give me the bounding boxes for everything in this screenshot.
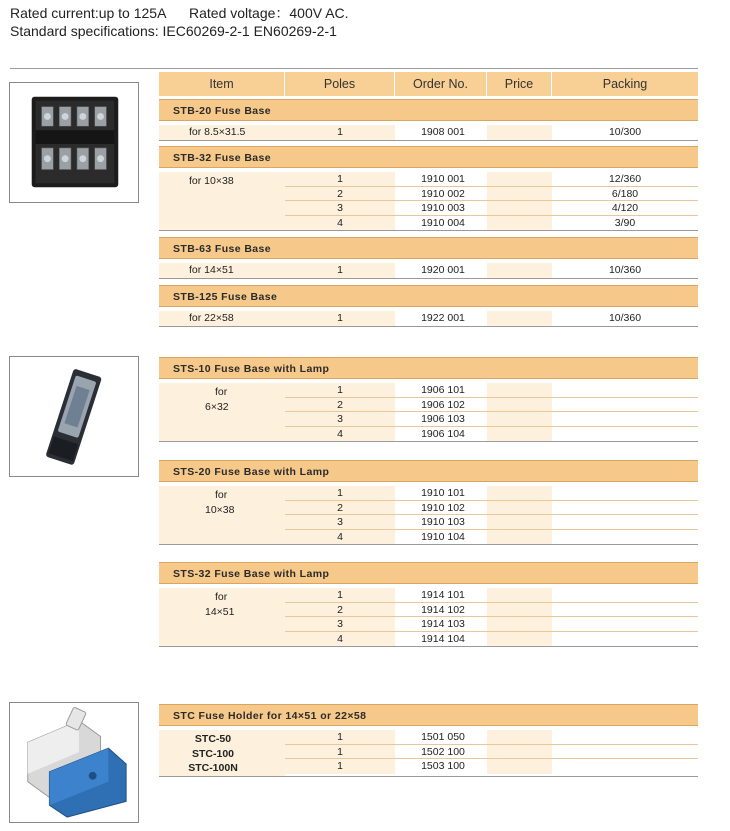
item-text: STC-100N — [188, 762, 238, 774]
table-row — [285, 172, 698, 187]
poles-cell: 4 — [285, 216, 395, 231]
sts-fuse-base-lamp-photo — [9, 356, 139, 477]
order-no-cell: 1910 002 — [395, 187, 487, 201]
section-2 — [159, 237, 698, 279]
section-body — [159, 125, 698, 141]
table-row — [285, 427, 698, 442]
order-no-cell: 1906 103 — [395, 412, 487, 426]
order-no-cell: 1910 103 — [395, 515, 487, 529]
item-cell — [159, 172, 285, 230]
poles-cell: 1 — [285, 759, 395, 774]
packing-cell: 4/120 — [552, 201, 698, 215]
order-no-cell: 1914 103 — [395, 617, 487, 631]
packing-cell — [552, 501, 698, 515]
section-1 — [159, 146, 698, 231]
order-no-cell: 1906 102 — [395, 398, 487, 412]
stc-fuse-holder-photo — [9, 702, 139, 823]
stb-fuse-base-photo — [9, 82, 139, 203]
poles-cell: 2 — [285, 187, 395, 201]
item-cell — [159, 263, 285, 278]
section-title: STB-125 Fuse Base — [159, 285, 698, 307]
table-row — [285, 515, 698, 530]
order-no-cell: 1910 101 — [395, 486, 487, 500]
item-text: for — [215, 386, 228, 398]
poles-cell: 1 — [285, 486, 395, 500]
price-cell — [487, 201, 552, 215]
price-cell — [487, 187, 552, 201]
poles-cell: 3 — [285, 515, 395, 529]
order-no-cell: 1502 100 — [395, 745, 487, 759]
packing-cell: 10/360 — [552, 311, 698, 326]
order-no-cell: 1910 104 — [395, 530, 487, 545]
item-text: for 14×51 — [189, 264, 234, 276]
packing-cell: 6/180 — [552, 187, 698, 201]
section-body — [159, 486, 698, 545]
poles-cell: 3 — [285, 617, 395, 631]
order-no-cell: 1914 101 — [395, 588, 487, 602]
poles-cell: 1 — [285, 588, 395, 602]
item-cell — [159, 383, 285, 441]
section-4 — [159, 357, 698, 442]
poles-cell: 1 — [285, 311, 395, 326]
packing-cell — [552, 759, 698, 774]
section-title: STC Fuse Holder for 14×51 or 22×58 — [159, 704, 698, 726]
table-row — [285, 201, 698, 216]
section-title: STB-63 Fuse Base — [159, 237, 698, 259]
section-0 — [159, 99, 698, 141]
poles-cell: 3 — [285, 201, 395, 215]
price-cell — [487, 263, 552, 278]
item-text: for 8.5×31.5 — [189, 126, 246, 138]
price-cell — [487, 427, 552, 442]
order-no-cell: 1922 001 — [395, 311, 487, 326]
item-text: 14×51 — [205, 605, 235, 618]
price-cell — [487, 311, 552, 326]
item-text: for 22×58 — [189, 312, 234, 324]
order-no-cell: 1920 001 — [395, 263, 487, 278]
order-no-cell: 1914 104 — [395, 632, 487, 647]
section-title: STB-32 Fuse Base — [159, 146, 698, 168]
poles-cell: 2 — [285, 398, 395, 412]
packing-cell — [552, 603, 698, 617]
packing-cell — [552, 617, 698, 631]
poles-cell: 1 — [285, 125, 395, 140]
price-cell — [487, 745, 552, 759]
price-cell — [487, 398, 552, 412]
packing-cell — [552, 588, 698, 602]
item-text: 6×32 — [205, 400, 229, 413]
price-cell — [487, 172, 552, 186]
table-row — [285, 632, 698, 647]
packing-cell — [552, 383, 698, 397]
packing-cell — [552, 632, 698, 647]
poles-cell: 1 — [285, 172, 395, 186]
section-title: STB-20 Fuse Base — [159, 99, 698, 121]
poles-cell: 4 — [285, 427, 395, 442]
price-cell — [487, 515, 552, 529]
item-cell — [159, 311, 285, 326]
table-row — [285, 530, 698, 545]
table-row — [285, 311, 698, 326]
price-cell — [487, 530, 552, 545]
table-row — [285, 125, 698, 140]
packing-cell — [552, 515, 698, 529]
section-body — [159, 263, 698, 279]
packing-cell: 10/360 — [552, 263, 698, 278]
order-no-cell: 1910 004 — [395, 216, 487, 231]
price-cell — [487, 617, 552, 631]
item-text: 10×38 — [205, 503, 235, 516]
packing-cell — [552, 745, 698, 759]
poles-cell: 4 — [285, 530, 395, 545]
header-item: Item — [159, 72, 285, 96]
price-cell — [487, 216, 552, 231]
poles-cell: 1 — [285, 383, 395, 397]
poles-cell: 2 — [285, 603, 395, 617]
item-cell — [159, 125, 285, 140]
item-text: STC-100 — [191, 747, 234, 760]
order-no-cell: 1910 001 — [395, 172, 487, 186]
price-cell — [487, 632, 552, 647]
header-price: Price — [487, 72, 552, 96]
section-body — [159, 588, 698, 647]
table-row — [285, 398, 698, 413]
item-text: for — [215, 489, 228, 501]
packing-cell: 12/360 — [552, 172, 698, 186]
top-divider — [10, 68, 698, 69]
section-body — [159, 311, 698, 327]
price-cell — [487, 125, 552, 140]
section-3 — [159, 285, 698, 327]
packing-cell — [552, 730, 698, 744]
table-row — [285, 617, 698, 632]
table-row — [285, 263, 698, 278]
price-cell — [487, 501, 552, 515]
price-cell — [487, 588, 552, 602]
order-no-cell: 1908 001 — [395, 125, 487, 140]
table-row — [285, 730, 698, 745]
section-title: STS-10 Fuse Base with Lamp — [159, 357, 698, 379]
packing-cell: 3/90 — [552, 216, 698, 231]
table-row — [285, 486, 698, 501]
header-order-no: Order No. — [395, 72, 487, 96]
order-no-cell: 1906 101 — [395, 383, 487, 397]
poles-cell: 3 — [285, 412, 395, 426]
table-row — [285, 187, 698, 202]
order-no-cell: 1910 102 — [395, 501, 487, 515]
section-title: STS-32 Fuse Base with Lamp — [159, 562, 698, 584]
section-body — [159, 383, 698, 442]
price-cell — [487, 603, 552, 617]
section-title: STS-20 Fuse Base with Lamp — [159, 460, 698, 482]
section-5 — [159, 460, 698, 545]
section-body — [159, 730, 698, 777]
item-text: for — [215, 591, 228, 603]
order-no-cell: 1503 100 — [395, 759, 487, 774]
packing-cell — [552, 530, 698, 545]
section-7 — [159, 704, 698, 777]
price-cell — [487, 412, 552, 426]
standard-spec-line: Standard specifications: IEC60269-2-1 EN60269-2-1 — [10, 23, 337, 39]
header-packing: Packing — [552, 72, 698, 96]
packing-cell — [552, 427, 698, 442]
table-row — [285, 745, 698, 760]
order-no-cell: 1906 104 — [395, 427, 487, 442]
order-no-cell: 1910 003 — [395, 201, 487, 215]
table-row — [285, 759, 698, 774]
price-cell — [487, 486, 552, 500]
packing-cell: 10/300 — [552, 125, 698, 140]
order-no-cell: 1914 102 — [395, 603, 487, 617]
table-row — [285, 412, 698, 427]
packing-cell — [552, 398, 698, 412]
poles-cell: 1 — [285, 745, 395, 759]
price-cell — [487, 383, 552, 397]
poles-cell: 1 — [285, 263, 395, 278]
table-row — [285, 603, 698, 618]
poles-cell: 1 — [285, 730, 395, 744]
poles-cell: 2 — [285, 501, 395, 515]
poles-cell: 4 — [285, 632, 395, 647]
packing-cell — [552, 412, 698, 426]
table-header — [159, 72, 698, 96]
table-row — [285, 216, 698, 231]
packing-cell — [552, 486, 698, 500]
price-cell — [487, 759, 552, 774]
item-cell — [159, 588, 285, 646]
item-text: for 10×38 — [189, 175, 234, 187]
section-6 — [159, 562, 698, 647]
price-cell — [487, 730, 552, 744]
item-cell — [159, 486, 285, 544]
header-poles: Poles — [285, 72, 395, 96]
table-row — [285, 501, 698, 516]
section-body — [159, 172, 698, 231]
table-row — [285, 588, 698, 603]
item-text: STC-50 — [194, 733, 232, 745]
order-no-cell: 1501 050 — [395, 730, 487, 744]
rated-spec-line: Rated current:up to 125A Rated voltage：400V AC. — [10, 5, 349, 21]
item-cell — [159, 730, 285, 776]
table-row — [285, 383, 698, 398]
